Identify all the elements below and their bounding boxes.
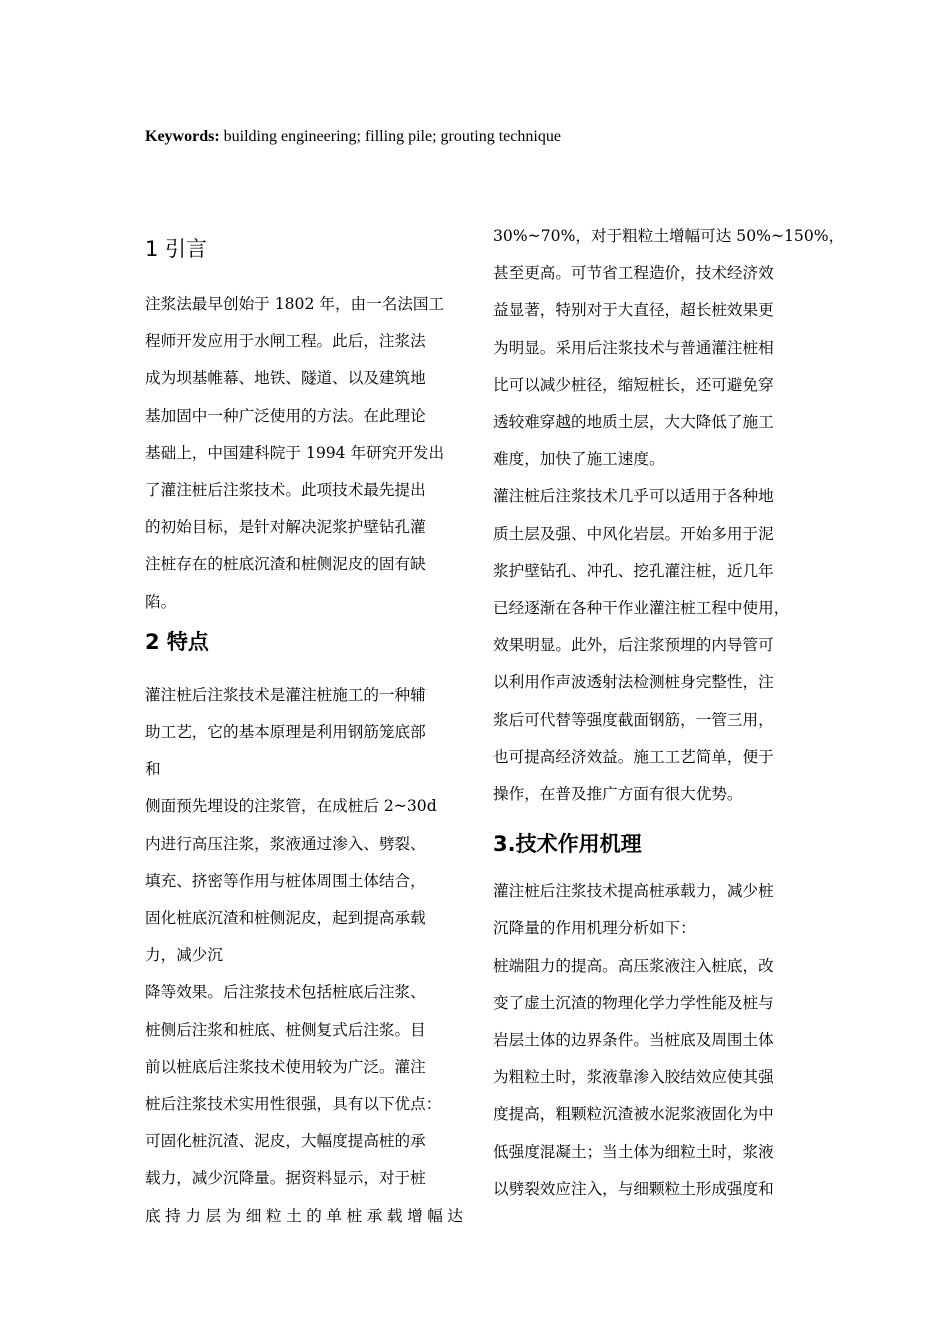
text-line: 质土层及强、中风化岩层。开始多用于泥 — [493, 524, 774, 543]
text-line: 难度，加快了施工速度。 — [493, 450, 665, 469]
text-line: 和 — [145, 760, 161, 779]
keywords-text: building engineering; filling pile; grouting technique — [219, 128, 561, 145]
text-line: 沉降量的作用机理分析如下： — [493, 919, 696, 938]
text-line: 已经逐渐在各种干作业灌注桩工程中使用， — [493, 599, 790, 618]
section-heading-mechanism: 3.技术作用机理 — [493, 832, 642, 857]
text-line: 为明显。采用后注浆技术与普通灌注桩相 — [493, 338, 774, 357]
text-line: 注浆法最早创始于 1802 年，由一名法国工 — [145, 295, 445, 313]
text-line: 注桩存在的桩底沉渣和桩侧泥皮的固有缺 — [145, 555, 426, 574]
text-line: 桩后注浆技术实用性很强，具有以下优点： — [145, 1095, 442, 1114]
right-column — [493, 218, 845, 1208]
text-line: 浆护壁钻孔、冲孔、挖孔灌注桩，近几年 — [493, 561, 774, 580]
text-line: 灌注桩后注浆技术几乎可以适用于各种地 — [493, 487, 774, 506]
text-line: 填充、挤密等作用与桩体周围土体结合， — [145, 871, 426, 890]
text-line: 的初始目标，是针对解决泥浆护壁钻孔灌 — [145, 518, 426, 537]
text-line: 透较难穿越的地质土层，大大降低了施工 — [493, 413, 774, 432]
text-line: 可固化桩沉渣、泥皮，大幅度提高桩的承 — [145, 1132, 426, 1151]
mechanism-paragraph — [493, 873, 813, 1208]
text-line: 助工艺，它的基本原理是利用钢筋笼底部 — [145, 723, 426, 742]
text-line: 低强度混凝土；当土体为细粒土时，浆液 — [493, 1142, 774, 1161]
section-heading-intro: 1 引言 — [145, 237, 208, 261]
text-line: 灌注桩后注浆技术提高桩承载力，减少桩 — [493, 882, 774, 901]
text-line: 效果明显。此外，后注浆预埋的内导管可 — [493, 636, 774, 655]
left-column — [145, 222, 463, 1235]
text-line: 为粗粒土时，浆液靠渗入胶结效应使其强 — [493, 1068, 774, 1087]
text-line: 了灌注桩后注浆技术。此项技术最先提出 — [145, 481, 426, 500]
text-line: 岩层土体的边界条件。当桩底及周围土体 — [493, 1031, 774, 1050]
text-line: 灌注桩后注浆技术是灌注桩施工的一种辅 — [145, 685, 426, 704]
features-continued-paragraph — [493, 218, 845, 813]
text-line: 益显著，特别对于大直径，超长桩效果更 — [493, 301, 774, 320]
keywords-label: Keywords: — [145, 128, 220, 145]
text-line: 变了虚土沉渣的物理化学力学性能及桩与 — [493, 993, 774, 1012]
text-line: 载力，减少沉降量。据资料显示，对于桩 — [145, 1169, 426, 1188]
text-line: 操作，在普及推广方面有很大优势。 — [493, 785, 743, 804]
text-line: 基加固中一种广泛使用的方法。在此理论 — [145, 406, 426, 425]
text-line: 内进行高压注浆，浆液通过渗入、劈裂、 — [145, 834, 426, 853]
text-line: 底持力层为细粒土的单桩承载增幅达 — [145, 1206, 463, 1225]
section-heading-features: 2 特点 — [145, 629, 209, 654]
text-line: 浆后可代替等强度截面钢筋，一管三用， — [493, 710, 774, 729]
intro-paragraph — [145, 286, 463, 621]
text-line: 度提高，粗颗粒沉渣被水泥浆液固化为中 — [493, 1105, 774, 1124]
features-paragraph — [145, 677, 463, 1235]
text-line: 比可以减少桩径，缩短桩长，还可避免穿 — [493, 375, 774, 394]
text-line: 程师开发应用于水闸工程。此后，注浆法 — [145, 332, 426, 351]
keywords-line — [145, 127, 561, 147]
text-line: 以利用作声波透射法检测桩身完整性，注 — [493, 673, 774, 692]
text-line: 力，减少沉 — [145, 946, 223, 965]
text-line: 桩端阻力的提高。高压浆液注入桩底，改 — [493, 956, 774, 975]
text-line: 陷。 — [145, 592, 177, 611]
text-line: 基础上，中国建科院于 1994 年研究开发出 — [145, 443, 445, 462]
text-line: 固化桩底沉渣和桩侧泥皮，起到提高承载 — [145, 909, 426, 928]
text-line: 以劈裂效应注入，与细颗粒土形成强度和 — [493, 1179, 774, 1198]
text-line: 桩侧后注浆和桩底、桩侧复式后注浆。目 — [145, 1020, 426, 1039]
text-line: 也可提高经济效益。施工工艺简单，便于 — [493, 747, 774, 766]
text-line: 侧面预先埋设的注浆管，在成桩后 2~30d — [145, 797, 437, 816]
text-line: 30%~70%，对于粗粒土增幅可达 50%~150%， — [493, 227, 845, 245]
text-line: 前以桩底后注浆技术使用较为广泛。灌注 — [145, 1057, 426, 1076]
text-line: 降等效果。后注浆技术包括桩底后注浆、 — [145, 983, 426, 1002]
text-line: 甚至更高。可节省工程造价，技术经济效 — [493, 264, 774, 283]
text-line: 成为坝基帷幕、地铁、隧道、以及建筑地 — [145, 369, 426, 388]
